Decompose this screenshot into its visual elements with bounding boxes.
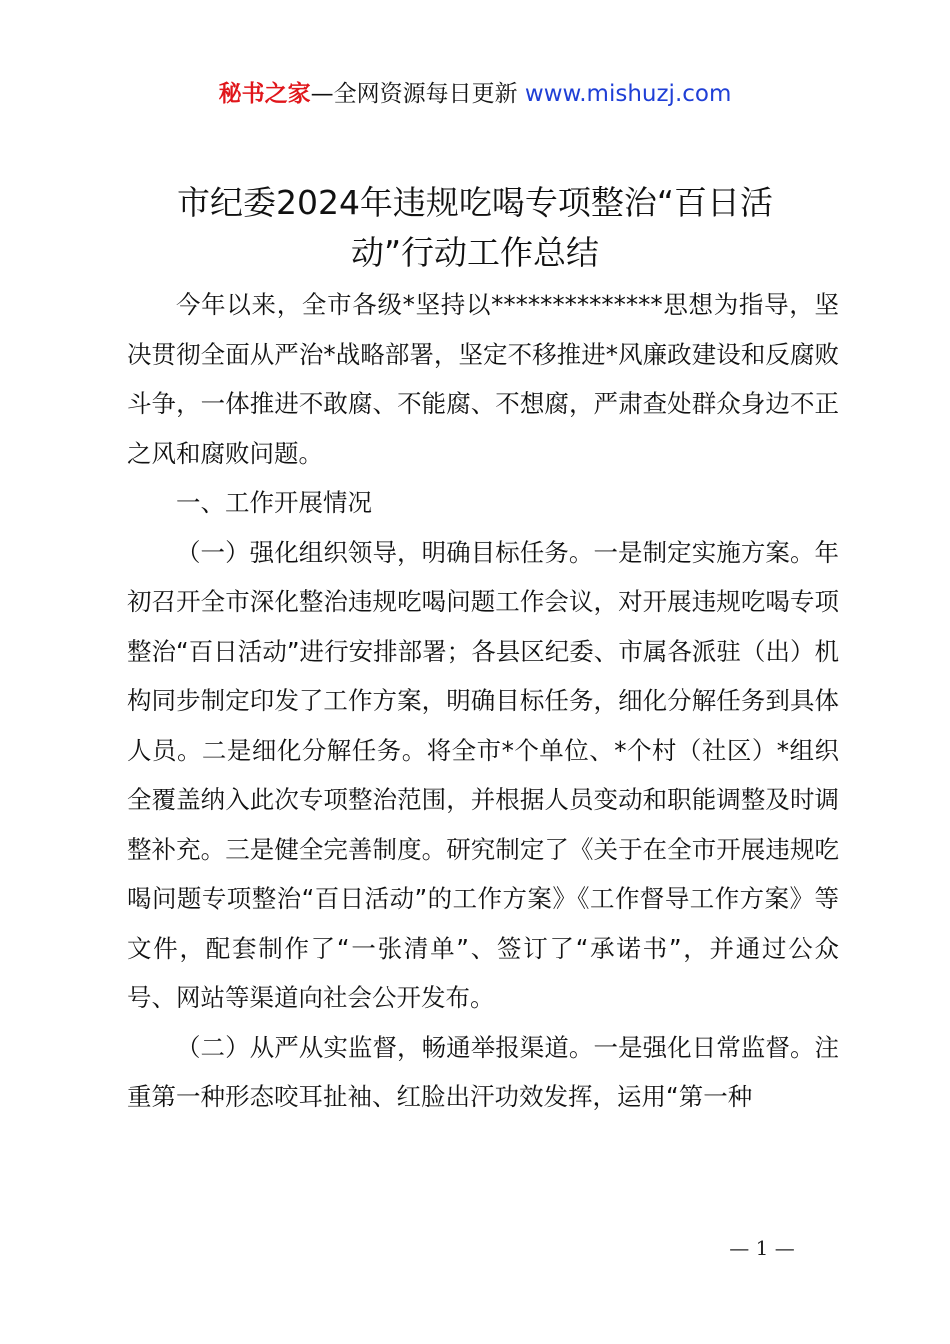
body-paragraph: （一）强化组织领导，明确目标任务。一是制定实施方案。年初召开全市深化整治违规吃喝问题工作会议，对开展违规吃喝专项整治“百日活动”进行安排部署；各县区纪委、市属各派驻（出）机构同步制定印发了工作方案，明确目标任务，细化分解任务到具体人员。二是细化分解任务。将全市*个单位、*个村（社区）*组织全覆盖纳入此次专项整治范围，并根据人员变动和职能调整及时调整补充。三是健全完善制度。研究制定了《关于在全市开展违规吃喝问题专项整治“百日活动”的工作方案》《工作督导工作方案》等文件，配套制作了“一张清单”、签订了“承诺书”，并通过公众号、网站等渠道向社会公开发布。 <box>127 537 839 1012</box>
document-body <box>127 280 839 1122</box>
brand-name: 秘书之家 <box>218 81 311 107</box>
site-url[interactable]: www.mishuzj.com <box>524 81 732 107</box>
title-line-1: 市纪委2024年违规吃喝专项整治“百日活 <box>176 183 774 222</box>
header-tagline: —全网资源每日更新 <box>310 81 525 107</box>
intro-paragraph: 今年以来，全市各级*坚持以**************思想为指导，坚决贯彻全面从严治*战略部署，坚定不移推进*风廉政建设和反腐败斗争，一体推进不敢腐、不能腐、不想腐，严肃查处群众身边不正之风和腐败问题。 <box>127 290 839 468</box>
site-header <box>0 78 950 110</box>
document-title <box>100 178 850 278</box>
title-line-2: 动”行动工作总结 <box>350 233 600 272</box>
body-paragraph: （二）从严从实监督，畅通举报渠道。一是强化日常监督。注重第一种形态咬耳扯袖、红脸出汗功效发挥，运用“第一种 <box>127 1032 839 1111</box>
page-number: — 1 — <box>729 1236 795 1260</box>
section-heading: 一、工作开展情况 <box>176 488 372 517</box>
